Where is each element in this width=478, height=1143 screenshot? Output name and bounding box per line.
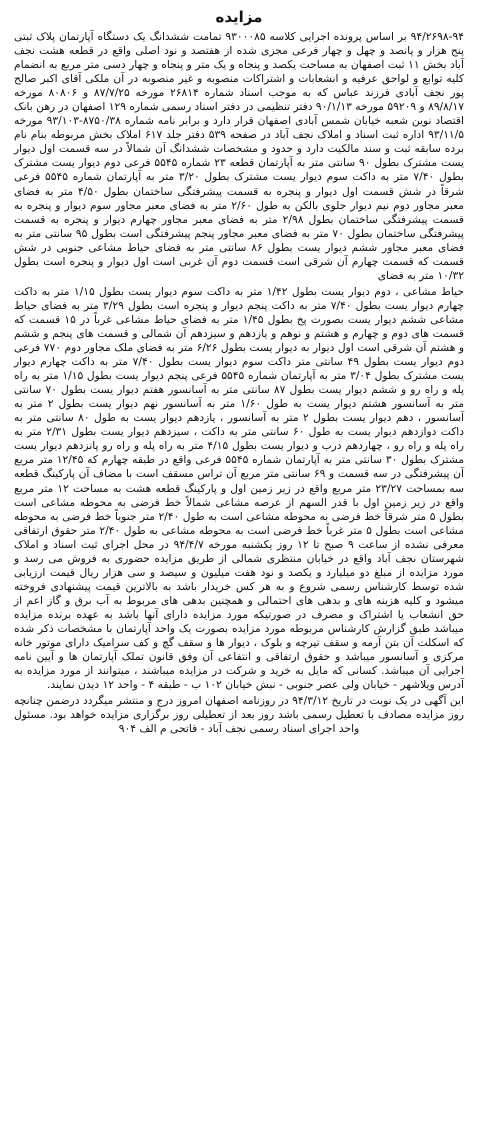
notice-paragraph-2: حیاط مشاعی ، دوم دیوار یست بطول ۱/۴۲ متر به داکت سوم دیوار یست بطول ۱/۱۵ متر به داکت چهارم دیوار یست بطول ۷/۴۰ متر به داکت پنجم دیوار و پنجره است بطول ۳/۲۹ متر به فضای حیاط مشاعی ششم دیوار یست بصورت پخ بطول ۱/۴۵ متر به فضای حیاط مشاعی غرباً در ۱۵ قسمت که قسمت های دوم و چهارم و هشتم و نوهم و یازدهم و سیزدهم آن شمالی و قسمت های پنجم و ششم و هشتم آن شرقی است اول دیوار به دیوار یست بطول ۶/۲۶ متر به فضای ملک مجاور دوم ۷۷۰ فرعی دوم دیوار یست بطول ۴۹ سانتی متر داکت سوم دیوار یست بطول ۷/۴۰ متر به داکت چهارم دیوار یست مشترک بطول ۳/۰۴ متر به آپارتمان شماره ۵۵۴۵ فرعی پنجم دیوار یست بطول ۱/۱۵ متر به راه پله و راه رو و ششم دیوار یست بطول ۸۷ سانتی متر به آسانسور هفتم دیوار یست بطول ۷۰ سانتی متر به آسانسور هشتم دیوار یست به طول ۱/۶۰ متر به آسانسور نهم دیوار یست بطول ۲ متر به آسانسور ، دهم دیوار یست بطول ۲ متر به آسانسور ، یازدهم دیوار یست به طول ۸۰ سانتی متر به داکت دوازدهم دیوار یست به طول ۶۰ سانتی متر به داکت ، سیزدهم دیوار یست بطول ۲/۳۱ متر به راه پله و راه رو ، چهاردهم درب و دیوار یست بطول ۴/۱۵ متر به راه پله و راه رو پانزدهم دیوار یست مشترک بطول ۳۰ سانتی متر به آپارتمان شماره ۵۵۴۵ فرعی واقع در طبقه چهارم که ۱۲/۴۵ متر مربع آن پیشرفتگی در سه قسمت و ۶۹ سانتی متر مربع آن تراس مسقف است با مضاف آن پارکینگ قطعه سه بمساحت ۲۳/۲۷ متر مربع واقع در زیر زمین اول و پارکینگ قطعه هشت به مساحت ۱۲ متر مربع واقع در زیر زمین اول با قدر السهم از عرصه مشاعی شمالاً خط فرضی به محوطه مشاعی است بطول ۵ متر شرقاً خط فرضی به محوطه مشاعی است به طول ۲/۴۰ متر جنوباً خط فرضی به محوطه مشاعی است بطول ۵ متر غرباً خط فرضی است به محوطه مشاعی به طول ۲/۴۰ متر حقوق ارتفاقی معرفی نشده از ساعت ۹ صبح تا ۱۲ روز یکشنبه مورخه ۹۴/۴/۷ در محل اجرای ثبت اسناد و املاک شهرستان نجف آباد واقع در خیابان منتظری شمالی از طریق مزایده حضوری به فروش می رسد و مورد مزایده از مبلغ دو میلیارد و یکصد و نود هفت میلیون و سیصد و سی هزار ریال قیمت ارزیابی شده توسط کارشناس رسمی شروع و به هر کس خریدار باشد به بالاترین قیمت پیشنهادی فروخته میشود و کلیه هزینه های و بدهی های احتمالی و همچنین بدهی های مربوط به آب برق و گاز اعم از حق انشعاب یا اشتراک و مصرف در صورتیکه مورد مزایده دارای آنها باشد به عهده برنده مزایده میباشد طبق گزارش کارشناس مربوطه مورد مزایده بصورت یک واحد آپارتمان با مشخصات ذکر شده که اسکلت آن بتن آرمه و سقف تیرچه و بلوک ، دیوار ها و سقف گچ و کف سرامیک دارای موتور خانه مرکزی و آسانسور میباشد و حقوق ارتفاقی و انتفاعی آن وفق قانون تملک آپارتمان ها و آیین نامه اجرایی آن میباشد. کسانی که مایل به خرید و شرکت در مزایده میباشند ، میتوانند از مورد مزایده به آدرس ویلاشهر - خیابان ولی عصر جنوبی - نبش خیابان ۱۰۲ ب - طبقه ۴ - واحد ۱۲ دیدن نمایند. (14, 284, 465, 692)
notice-paragraph-3: این آگهی در یک نوبت در تاریخ ۹۴/۳/۱۲ در روزنامه اصفهان امروز درج و منتشر میگردد درضمن چنانچه روز مزایده مصادف با تعطیل رسمی باشد روز بعد از تعطیلی روز برگزاری مزایده خواهد بود. مسئول واحد اجرای اسناد رسمی نجف آباد - فاتحی م الف ۹۰۴ (14, 694, 464, 736)
notice-paragraph-1: ۹۴/۲۶۹۸-۹۴ بر اساس پرونده اجرایی کلاسه ۹۳۰۰۰۸۵ تمامت ششدانگ یک دستگاه آپارتمان پلاک ثبتی پنج هزار و پانصد و چهل و چهار فرعی مجزی شده از هفتصد و نود اصلی واقع در قطعه هشت نجف آباد بخش ۱۱ ثبت اصفهان به مساحت یکصد و پنجاه و یک متر و پنجاه و چهار دسی متر مربع به انضمام کلیه توابع و لواحق عرفیه و انشعابات و اشتراکات منصوبه و غیر منصوبه در آن ملکی آقای اکبر صالح پور نجف آبادی فرزند عباس که به موجب اسناد شماره ۲۶۸۱۴ مورخه ۸۷/۷/۲۵ و ۸۰۸۰۶ مورخه ۸۹/۸/۱۷ و ۵۹۲۰۹ مورخه ۹۰/۱/۱۳ دفتر تنظیمی در دفتر اسناد رسمی شماره ۱۲۹ اصفهان در رهن بانک اقتصاد نوین شعبه خیابان شمس آبادی اصفهان قرار دارد و برابر نامه شماره ۸۷۵۰/۳۸-۹۳/۱۰۳ مورخه ۹۳/۱۱/۵ اداره ثبت اسناد و املاک نجف آباد در صفحه ۵۳۹ دفتر جلد ۶۱۷ املاک بخش مربوطه بنام نام برده سابقه ثبت و سند مالکیت دارد و حدود و مشخصات ششدانگ آن شمالاً در سه قسمت اول دیوار یست مشترک بطول ۹۰ سانتی متر به آپارتمان قطعه ۲۳ شماره ۵۵۴۵ فرعی دوم دیوار یست مشترک بطول ۷/۴۰ متر به داکت سوم دیوار یست مشترک بطول ۳/۲۰ متر به آپارتمان شماره ۵۵۴۵ فرعی شرقاً در شش قسمت اول دیوار و پنجره به قسمت پیشرفتگی ساختمان بطول ۴/۵۰ متر به فضای معبر مجاور دوم نیم دیوار جلوی بالکن به طول ۲/۶۰ متر به فضای معبر مجاور سوم دیوار و پنجره به قسمت پیشرفتگی ساختمان بطول ۲/۹۸ متر به فضای معبر مجاور چهارم دیوار و پنجره به قسمت پیشرفتگی ساختمان بطول ۷۰ متر به فضای معبر مجاور پنجم پیشرفتگی است بطول ۹۵ سانتی متر به فضای معبر مجاور ششم دیوار یست بطول ۸۶ سانتی متر به فضای حیاط مشاعی جنوبی در شش قسمت که قسمت چهارم آن شرقی است قسمت دوم آن غربی است اول دیوار و پنجره است بطول ۱۰/۳۲ متر به فضای (14, 30, 465, 282)
notice-title: مزایده (215, 8, 263, 26)
